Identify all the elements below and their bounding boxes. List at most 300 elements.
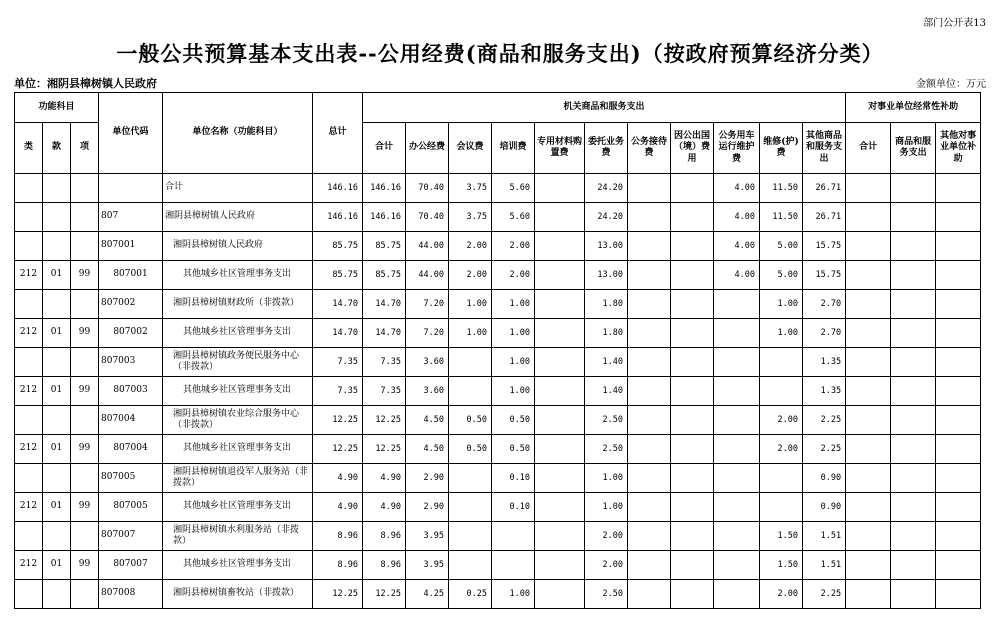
cell-amount — [671, 493, 714, 522]
cell-subsidy — [846, 493, 891, 522]
cell-lei — [15, 580, 43, 609]
cell-amount: 13.00 — [585, 261, 628, 290]
cell-kuan — [43, 580, 71, 609]
cell-amount: 4.90 — [313, 493, 363, 522]
cell-amount — [671, 551, 714, 580]
cell-amount: 44.00 — [406, 261, 449, 290]
table-row — [15, 464, 981, 493]
header-xiang: 项 — [71, 123, 99, 174]
table-row — [15, 377, 981, 406]
cell-amount — [671, 580, 714, 609]
cell-subsidy — [936, 580, 981, 609]
header-col: 公务接待费 — [628, 123, 671, 174]
cell-lei — [15, 174, 43, 203]
cell-amount: 11.50 — [760, 174, 803, 203]
cell-subsidy — [846, 522, 891, 551]
cell-amount: 1.00 — [760, 319, 803, 348]
cell-amount — [535, 261, 585, 290]
table-row — [15, 580, 981, 609]
cell-amount — [671, 464, 714, 493]
cell-unit-name: 其他城乡社区管理事务支出 — [163, 261, 313, 290]
cell-amount: 146.16 — [313, 203, 363, 232]
cell-amount: 2.00 — [760, 580, 803, 609]
cell-amount: 1.80 — [585, 319, 628, 348]
cell-amount — [628, 261, 671, 290]
cell-amount: 2.00 — [585, 551, 628, 580]
cell-subsidy — [846, 203, 891, 232]
cell-subsidy — [891, 493, 936, 522]
cell-unit-name: 其他城乡社区管理事务支出 — [163, 551, 313, 580]
reporting-unit: 单位：湘阴县樟树镇人民政府 — [14, 77, 157, 90]
cell-amount — [535, 580, 585, 609]
cell-amount — [535, 290, 585, 319]
cell-amount: 2.00 — [492, 232, 535, 261]
cell-amount — [714, 406, 760, 435]
cell-amount: 2.25 — [803, 406, 846, 435]
cell-amount: 7.35 — [313, 377, 363, 406]
cell-amount: 0.10 — [492, 493, 535, 522]
table-body — [15, 174, 981, 609]
header-col: 专用材料购置费 — [535, 123, 585, 174]
cell-amount — [449, 551, 492, 580]
cell-amount — [449, 348, 492, 377]
cell-unit-code: 807002 — [99, 319, 163, 348]
cell-amount — [628, 232, 671, 261]
cell-amount: 8.96 — [363, 522, 406, 551]
cell-amount: 14.70 — [313, 319, 363, 348]
cell-subsidy — [891, 551, 936, 580]
header-func: 功能科目 — [15, 93, 99, 123]
cell-xiang — [71, 406, 99, 435]
cell-subsidy — [846, 464, 891, 493]
cell-amount: 7.35 — [363, 377, 406, 406]
cell-amount: 1.00 — [585, 493, 628, 522]
cell-amount — [535, 522, 585, 551]
cell-subsidy — [891, 232, 936, 261]
cell-subsidy — [846, 377, 891, 406]
cell-amount: 3.95 — [406, 551, 449, 580]
cell-amount: 2.00 — [449, 261, 492, 290]
cell-kuan: 01 — [43, 435, 71, 464]
cell-amount: 1.40 — [585, 377, 628, 406]
cell-amount — [628, 493, 671, 522]
cell-amount: 2.00 — [760, 435, 803, 464]
cell-subsidy — [891, 522, 936, 551]
header-col: 会议费 — [449, 123, 492, 174]
cell-subsidy — [891, 580, 936, 609]
cell-lei — [15, 406, 43, 435]
cell-amount — [535, 435, 585, 464]
cell-subsidy — [846, 406, 891, 435]
cell-amount — [714, 377, 760, 406]
cell-amount: 2.50 — [585, 406, 628, 435]
cell-lei: 212 — [15, 435, 43, 464]
header-col: 合计 — [363, 123, 406, 174]
cell-amount — [671, 203, 714, 232]
cell-amount — [714, 551, 760, 580]
cell-amount: 2.00 — [492, 261, 535, 290]
cell-amount: 85.75 — [363, 232, 406, 261]
cell-amount: 12.25 — [363, 435, 406, 464]
cell-amount: 1.51 — [803, 551, 846, 580]
cell-unit-name: 其他城乡社区管理事务支出 — [163, 493, 313, 522]
cell-amount: 4.50 — [406, 406, 449, 435]
cell-kuan: 01 — [43, 493, 71, 522]
header-col: 培训费 — [492, 123, 535, 174]
cell-unit-code: 807004 — [99, 435, 163, 464]
cell-amount: 14.70 — [313, 290, 363, 319]
header-col: 因公出国（境）费用 — [671, 123, 714, 174]
cell-amount — [535, 174, 585, 203]
cell-amount: 4.90 — [363, 493, 406, 522]
cell-amount — [628, 377, 671, 406]
cell-kuan — [43, 174, 71, 203]
cell-amount: 1.00 — [449, 290, 492, 319]
cell-subsidy — [936, 261, 981, 290]
cell-subsidy — [846, 290, 891, 319]
cell-xiang — [71, 203, 99, 232]
cell-subsidy — [936, 377, 981, 406]
cell-xiang: 99 — [71, 377, 99, 406]
cell-amount: 5.60 — [492, 203, 535, 232]
cell-subsidy — [936, 406, 981, 435]
table-row — [15, 406, 981, 435]
cell-amount: 12.25 — [313, 406, 363, 435]
cell-amount — [671, 174, 714, 203]
cell-amount — [671, 435, 714, 464]
cell-subsidy — [846, 174, 891, 203]
cell-amount — [671, 319, 714, 348]
cell-unit-code — [99, 174, 163, 203]
header-col: 委托业务费 — [585, 123, 628, 174]
cell-unit-name: 其他城乡社区管理事务支出 — [163, 319, 313, 348]
cell-amount: 0.50 — [449, 435, 492, 464]
table-row — [15, 348, 981, 377]
cell-unit-name: 湘阴县樟树镇政务便民服务中心（非拨款） — [163, 348, 313, 377]
cell-amount: 1.35 — [803, 377, 846, 406]
page-title: 一般公共预算基本支出表--公用经费(商品和服务支出)（按政府预算经济分类） — [116, 41, 884, 66]
cell-amount: 0.50 — [449, 406, 492, 435]
cell-unit-name: 湘阴县樟树镇退役军人服务站（非拨款） — [163, 464, 313, 493]
cell-amount: 3.60 — [406, 348, 449, 377]
cell-xiang — [71, 348, 99, 377]
table-row — [15, 290, 981, 319]
cell-unit-name: 其他城乡社区管理事务支出 — [163, 377, 313, 406]
cell-amount: 5.00 — [760, 261, 803, 290]
cell-subsidy — [891, 261, 936, 290]
cell-amount: 3.60 — [406, 377, 449, 406]
header-col: 公务用车运行维护费 — [714, 123, 760, 174]
cell-amount: 2.00 — [585, 522, 628, 551]
cell-subsidy — [846, 319, 891, 348]
cell-amount: 4.00 — [714, 232, 760, 261]
cell-amount — [535, 377, 585, 406]
cell-amount: 1.00 — [449, 319, 492, 348]
cell-amount: 0.25 — [449, 580, 492, 609]
cell-amount: 26.71 — [803, 174, 846, 203]
cell-kuan: 01 — [43, 319, 71, 348]
cell-amount: 1.00 — [492, 348, 535, 377]
cell-amount — [535, 493, 585, 522]
cell-amount — [760, 348, 803, 377]
cell-amount — [760, 377, 803, 406]
cell-amount: 2.70 — [803, 290, 846, 319]
cell-amount — [449, 493, 492, 522]
cell-subsidy — [936, 551, 981, 580]
cell-amount: 7.20 — [406, 290, 449, 319]
cell-amount: 15.75 — [803, 261, 846, 290]
cell-amount: 1.00 — [760, 290, 803, 319]
cell-amount: 1.40 — [585, 348, 628, 377]
cell-amount: 1.00 — [585, 464, 628, 493]
cell-amount — [449, 522, 492, 551]
cell-unit-code: 807001 — [99, 261, 163, 290]
cell-amount: 2.90 — [406, 464, 449, 493]
cell-amount: 1.35 — [803, 348, 846, 377]
cell-kuan — [43, 522, 71, 551]
cell-amount: 13.00 — [585, 232, 628, 261]
cell-lei: 212 — [15, 319, 43, 348]
cell-amount: 44.00 — [406, 232, 449, 261]
cell-amount: 7.20 — [406, 319, 449, 348]
cell-amount — [714, 290, 760, 319]
cell-unit-code: 807007 — [99, 551, 163, 580]
header-lei: 类 — [15, 123, 43, 174]
cell-subsidy — [846, 435, 891, 464]
cell-amount — [628, 174, 671, 203]
cell-amount: 5.00 — [760, 232, 803, 261]
cell-amount — [628, 348, 671, 377]
cell-amount: 2.50 — [585, 435, 628, 464]
cell-unit-code: 807003 — [99, 348, 163, 377]
amount-unit: 金额单位：万元 — [916, 79, 986, 90]
cell-unit-name: 湘阴县樟树镇财政所（非拨款） — [163, 290, 313, 319]
cell-amount: 1.50 — [760, 551, 803, 580]
cell-subsidy — [846, 348, 891, 377]
cell-subsidy — [936, 319, 981, 348]
cell-amount: 4.25 — [406, 580, 449, 609]
cell-amount: 0.50 — [492, 406, 535, 435]
cell-amount — [671, 261, 714, 290]
cell-subsidy — [891, 464, 936, 493]
cell-unit-name: 湘阴县樟树镇农业综合服务中心（非拨款） — [163, 406, 313, 435]
cell-lei: 212 — [15, 493, 43, 522]
cell-amount — [714, 348, 760, 377]
header-col: 维修(护)费 — [760, 123, 803, 174]
cell-kuan — [43, 290, 71, 319]
cell-amount: 0.90 — [803, 464, 846, 493]
cell-amount — [628, 464, 671, 493]
cell-lei — [15, 232, 43, 261]
cell-amount: 70.40 — [406, 174, 449, 203]
cell-amount: 5.60 — [492, 174, 535, 203]
cell-lei — [15, 348, 43, 377]
cell-amount: 2.50 — [585, 580, 628, 609]
budget-table — [14, 92, 981, 609]
cell-amount: 1.00 — [492, 580, 535, 609]
cell-amount: 4.00 — [714, 203, 760, 232]
cell-amount: 12.25 — [313, 580, 363, 609]
cell-unit-code: 807005 — [99, 493, 163, 522]
cell-amount — [671, 377, 714, 406]
cell-unit-name: 湘阴县樟树镇人民政府 — [163, 232, 313, 261]
cell-unit-code: 807005 — [99, 464, 163, 493]
cell-amount: 70.40 — [406, 203, 449, 232]
cell-amount — [535, 232, 585, 261]
cell-amount: 1.00 — [492, 290, 535, 319]
cell-xiang — [71, 580, 99, 609]
cell-subsidy — [936, 493, 981, 522]
cell-amount — [492, 551, 535, 580]
cell-subsidy — [891, 319, 936, 348]
cell-subsidy — [846, 551, 891, 580]
header-goods-group: 机关商品和服务支出 — [363, 93, 846, 123]
cell-amount — [760, 493, 803, 522]
cell-amount — [671, 290, 714, 319]
cell-subsidy — [891, 174, 936, 203]
cell-kuan — [43, 406, 71, 435]
cell-amount: 2.70 — [803, 319, 846, 348]
cell-xiang — [71, 232, 99, 261]
cell-lei — [15, 290, 43, 319]
cell-amount — [671, 522, 714, 551]
cell-amount: 4.50 — [406, 435, 449, 464]
cell-amount: 8.96 — [313, 551, 363, 580]
cell-amount: 15.75 — [803, 232, 846, 261]
cell-amount — [628, 406, 671, 435]
cell-subsidy — [846, 261, 891, 290]
header-subcol: 合计 — [846, 123, 891, 174]
cell-unit-code: 807 — [99, 203, 163, 232]
cell-unit-code: 807004 — [99, 406, 163, 435]
cell-subsidy — [936, 464, 981, 493]
cell-xiang — [71, 174, 99, 203]
cell-unit-name: 合计 — [163, 174, 313, 203]
cell-amount: 3.75 — [449, 203, 492, 232]
cell-subsidy — [891, 377, 936, 406]
cell-subsidy — [891, 290, 936, 319]
header-subcol: 其他对事业单位补助 — [936, 123, 981, 174]
cell-amount: 4.90 — [363, 464, 406, 493]
cell-amount — [535, 406, 585, 435]
cell-amount: 11.50 — [760, 203, 803, 232]
table-row — [15, 551, 981, 580]
cell-amount — [628, 522, 671, 551]
table-row — [15, 493, 981, 522]
cell-subsidy — [846, 580, 891, 609]
header-kuan: 款 — [43, 123, 71, 174]
cell-amount: 0.10 — [492, 464, 535, 493]
cell-amount: 14.70 — [363, 319, 406, 348]
cell-lei — [15, 464, 43, 493]
cell-amount — [714, 580, 760, 609]
cell-amount: 1.80 — [585, 290, 628, 319]
cell-amount — [714, 435, 760, 464]
cell-unit-name: 湘阴县樟树镇人民政府 — [163, 203, 313, 232]
table-row — [15, 174, 981, 203]
cell-xiang: 99 — [71, 493, 99, 522]
cell-unit-code: 807003 — [99, 377, 163, 406]
cell-kuan: 01 — [43, 377, 71, 406]
cell-amount: 2.25 — [803, 580, 846, 609]
cell-amount — [628, 435, 671, 464]
table-row — [15, 203, 981, 232]
cell-amount: 7.35 — [363, 348, 406, 377]
cell-amount: 4.00 — [714, 174, 760, 203]
cell-lei: 212 — [15, 551, 43, 580]
cell-unit-code: 807002 — [99, 290, 163, 319]
table-row — [15, 319, 981, 348]
cell-amount: 4.90 — [313, 464, 363, 493]
cell-kuan — [43, 203, 71, 232]
cell-subsidy — [891, 348, 936, 377]
cell-amount: 85.75 — [363, 261, 406, 290]
cell-amount: 7.35 — [313, 348, 363, 377]
cell-amount: 14.70 — [363, 290, 406, 319]
table-row — [15, 261, 981, 290]
cell-unit-name: 湘阴县樟树镇水利服务站（非拨款） — [163, 522, 313, 551]
header-unit-code: 单位代码 — [99, 93, 163, 174]
cell-kuan — [43, 464, 71, 493]
cell-amount: 146.16 — [313, 174, 363, 203]
cell-amount: 85.75 — [313, 261, 363, 290]
cell-amount: 0.90 — [803, 493, 846, 522]
cell-amount: 85.75 — [313, 232, 363, 261]
cell-amount — [628, 580, 671, 609]
header-col: 办公经费 — [406, 123, 449, 174]
cell-subsidy — [936, 232, 981, 261]
header-subcol: 商品和服务支出 — [891, 123, 936, 174]
cell-amount: 2.90 — [406, 493, 449, 522]
cell-subsidy — [846, 232, 891, 261]
cell-subsidy — [936, 203, 981, 232]
header-col: 其他商品和服务支出 — [803, 123, 846, 174]
cell-amount: 146.16 — [363, 174, 406, 203]
cell-kuan — [43, 232, 71, 261]
cell-amount: 1.00 — [492, 319, 535, 348]
cell-amount: 26.71 — [803, 203, 846, 232]
cell-xiang — [71, 290, 99, 319]
cell-subsidy — [936, 348, 981, 377]
cell-amount: 12.25 — [363, 406, 406, 435]
cell-amount: 2.25 — [803, 435, 846, 464]
table-row — [15, 435, 981, 464]
cell-amount — [449, 377, 492, 406]
cell-amount — [535, 319, 585, 348]
cell-unit-code: 807001 — [99, 232, 163, 261]
cell-amount: 12.25 — [363, 580, 406, 609]
cell-subsidy — [936, 174, 981, 203]
header-total: 总计 — [313, 93, 363, 174]
cell-amount: 4.00 — [714, 261, 760, 290]
cell-kuan: 01 — [43, 261, 71, 290]
cell-subsidy — [891, 203, 936, 232]
cell-amount: 1.00 — [492, 377, 535, 406]
cell-unit-code: 807007 — [99, 522, 163, 551]
cell-amount — [628, 290, 671, 319]
cell-amount — [535, 464, 585, 493]
cell-amount: 1.50 — [760, 522, 803, 551]
cell-subsidy — [891, 406, 936, 435]
cell-subsidy — [891, 435, 936, 464]
cell-amount — [671, 406, 714, 435]
cell-amount — [671, 232, 714, 261]
header-unit-name: 单位名称（功能科目） — [163, 93, 313, 174]
cell-xiang: 99 — [71, 551, 99, 580]
cell-amount: 8.96 — [363, 551, 406, 580]
cell-subsidy — [936, 435, 981, 464]
header-subsidy-group: 对事业单位经常性补助 — [846, 93, 981, 123]
